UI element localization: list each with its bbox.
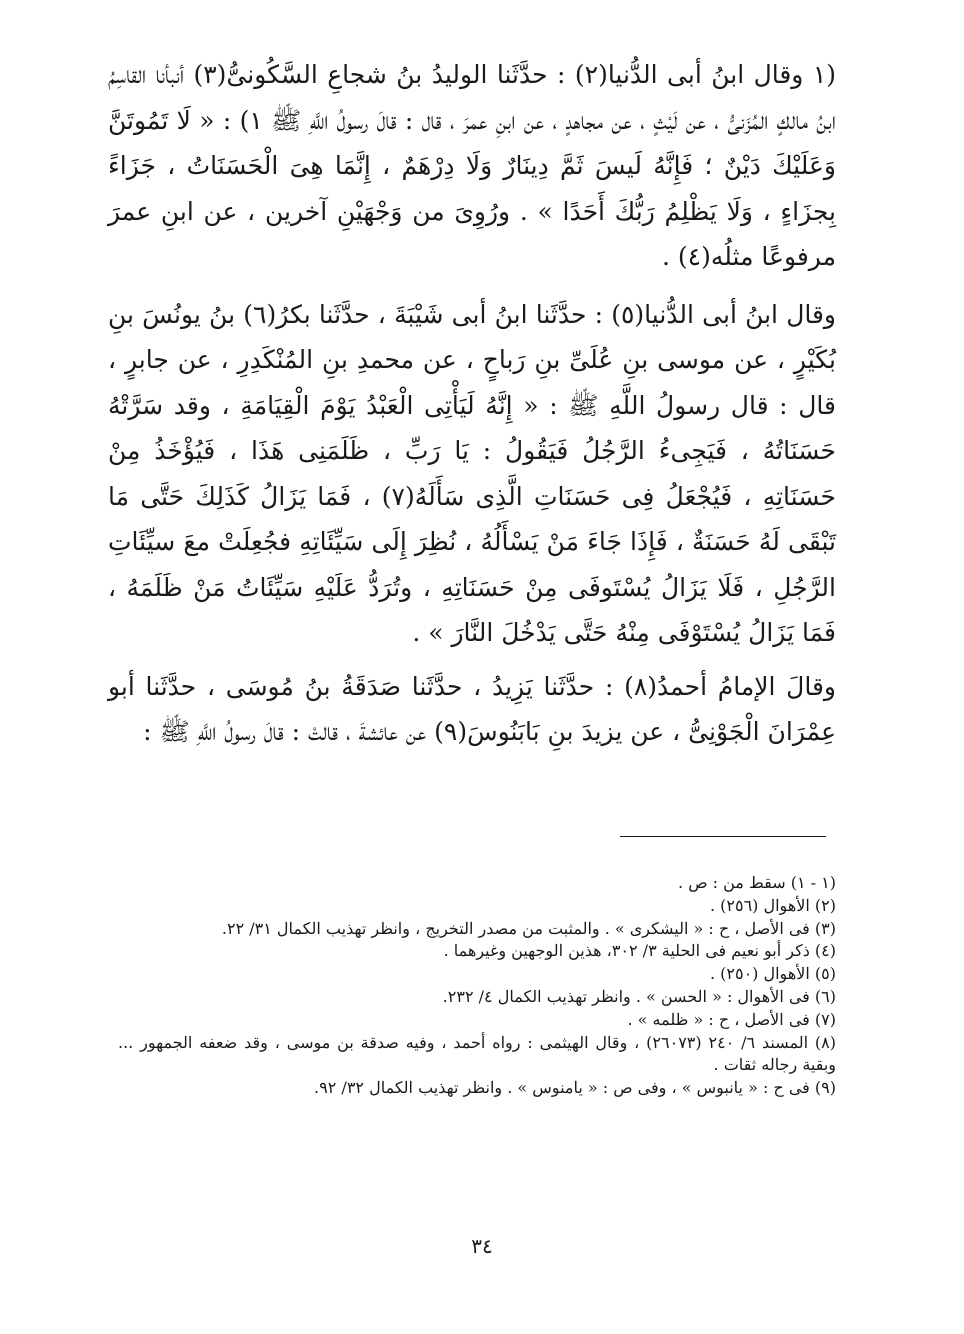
footnote-9: (٩) فى ح : « يانبوس » ، وفى ص : « يامنوس » . وانظر تهذيب الكمال ٣٢/ ٩٢. (314, 1078, 836, 1098)
main-text (108, 52, 836, 755)
footnote-8: (٨) المسند ٦/ ٢٤٠ (٢٦٠٧٣) ، وقال الهيثمى : رواه أحمد ، وفيه صدقة بن موسى ، وقد ضعفه الجمهور ... وبقية رجاله ثقات . (118, 1032, 836, 1075)
footnote-3: (٣) فى الأصل ، ح : « اليشكرى » . والمثبت من مصدر التخريج ، وانظر تهذيب الكمال ٣١/ ٢٢. (221, 918, 836, 938)
footnotes (118, 872, 836, 1100)
paragraph-2: وقال ابنُ أبى الدُّنيا(٥) : حدَّثَنا ابنُ أبى شَيْبَةَ ، حدَّثَنا بكرُ(٦) بنُ يونُسَ بنِ بُكَيْرٍ ، عن موسى بنِ عُلَىِّ بنِ رَباحٍ ، عن محمدِ بنِ المُنْكَدِرِ ، عن جابرٍ ، قال : قال رسولُ اللَّهِ ﷺ : « إِنَّهُ لَيَأْتِى الْعَبْدُ يَوْمَ الْقِيَامَةِ ، وقد سَرَّتْهُ حَسَنَاتُهُ ، فَيَجِىءُ الرَّجُلُ فَيَقُولُ : يَا رَبِّ ، ظَلَمَنِى هَذَا ، فَيُؤْخَذُ مِنْ حَسَنَاتِهِ ، فَيُجْعَلُ فِى حَسَنَاتِ الَّذِى سَأَلَهُ(٧) ، فَمَا يَزَالُ كَذَلِكَ حَتَّى مَا تَبْقَى لَهُ حَسَنَةٌ ، فَإِذَا جَاءَ مَنْ يَسْأَلُهُ ، نُظِرَ إِلَى سَيِّئَاتِهِ فجُعِلَتْ معَ سيِّئَاتِ الرَّجُلِ ، فَلَا يَزَالُ يُسْتَوفَى مِنْ حَسَنَاتِهِ ، وتُرَدُّ عَلَيْهِ سَيِّئَاتُ مَنْ ظَلَمَهُ ، فَمَا يَزَالُ يُسْتَوْفَى مِنْهُ حَتَّى يَدْخُلَ النَّارَ » . (108, 299, 836, 647)
footnote-6: (٦) فى الأهوال : « الحسن » . وانظر تهذيب الكمال ٤/ ٢٣٢. (442, 986, 836, 1006)
footnote-4: (٤) ذكر أبو نعيم فى الحلية ٣/ ٣٠٢، هذين الوجهين وغيرهما . (443, 941, 836, 961)
footnote-separator (620, 836, 826, 837)
footnote-1: (١ - ١) سقط من : ص . (678, 873, 836, 892)
footnote-5: (٥) الأهوال (٢٥٠) . (709, 964, 836, 984)
paragraph-3: وقالَ الإمامُ أحمدُ(٨) : حدَّثَنا يَزِيدُ ، حدَّثَنا صَدَقَةُ بنُ مُوسَى ، حدَّثَنا أبو عِمْرَانَ الْجَوْنِىُّ ، عن يزيدَ بنِ بَابَنُوسَ(٩) عن عائشةَ ، قالتْ : قالَ رسولُ اللَّهِ ﷺ : (108, 671, 836, 746)
paragraph-1: (١ وقال ابنُ أبى الدُّنيا(٢) : حدَّثَنا الوليدُ بنُ شجاعِ السَّكُونىُّ(٣) أنبأنا القاسِمُ ابنُ مالكٍ المُزَنىُّ ، عن لَيْثٍ ، عن مجاهدٍ ، عن ابنِ عمرَ ، قال : قالَ رسولُ اللَّهِ ﷺ ١) : « لَا تَمُوتَنَّ وَعَلَيْكَ دَيْنٌ ؛ فَإِنَّهُ لَيسَ ثَمَّ دِينَارٌ وَلَا دِرْهَمٌ ، إِنَّمَا هِىَ الْحَسَنَاتُ ، جَزَاءً بِجزَاءٍ ، وَلَا يَظْلِمُ رَبُّكَ أَحَدًا » . ورُوِىَ من وَجْهَيْنِ آخرين ، عن ابنِ عمرَ مرفوعًا مثلُه(٤) . (108, 60, 837, 271)
page-number: ٣٤ (471, 1234, 493, 1258)
footnote-7: (٧) فى الأصل ، ح : « ظلمه » . (627, 1009, 836, 1029)
footnote-2: (٢) الأهوال (٢٥٦) . (709, 895, 836, 915)
